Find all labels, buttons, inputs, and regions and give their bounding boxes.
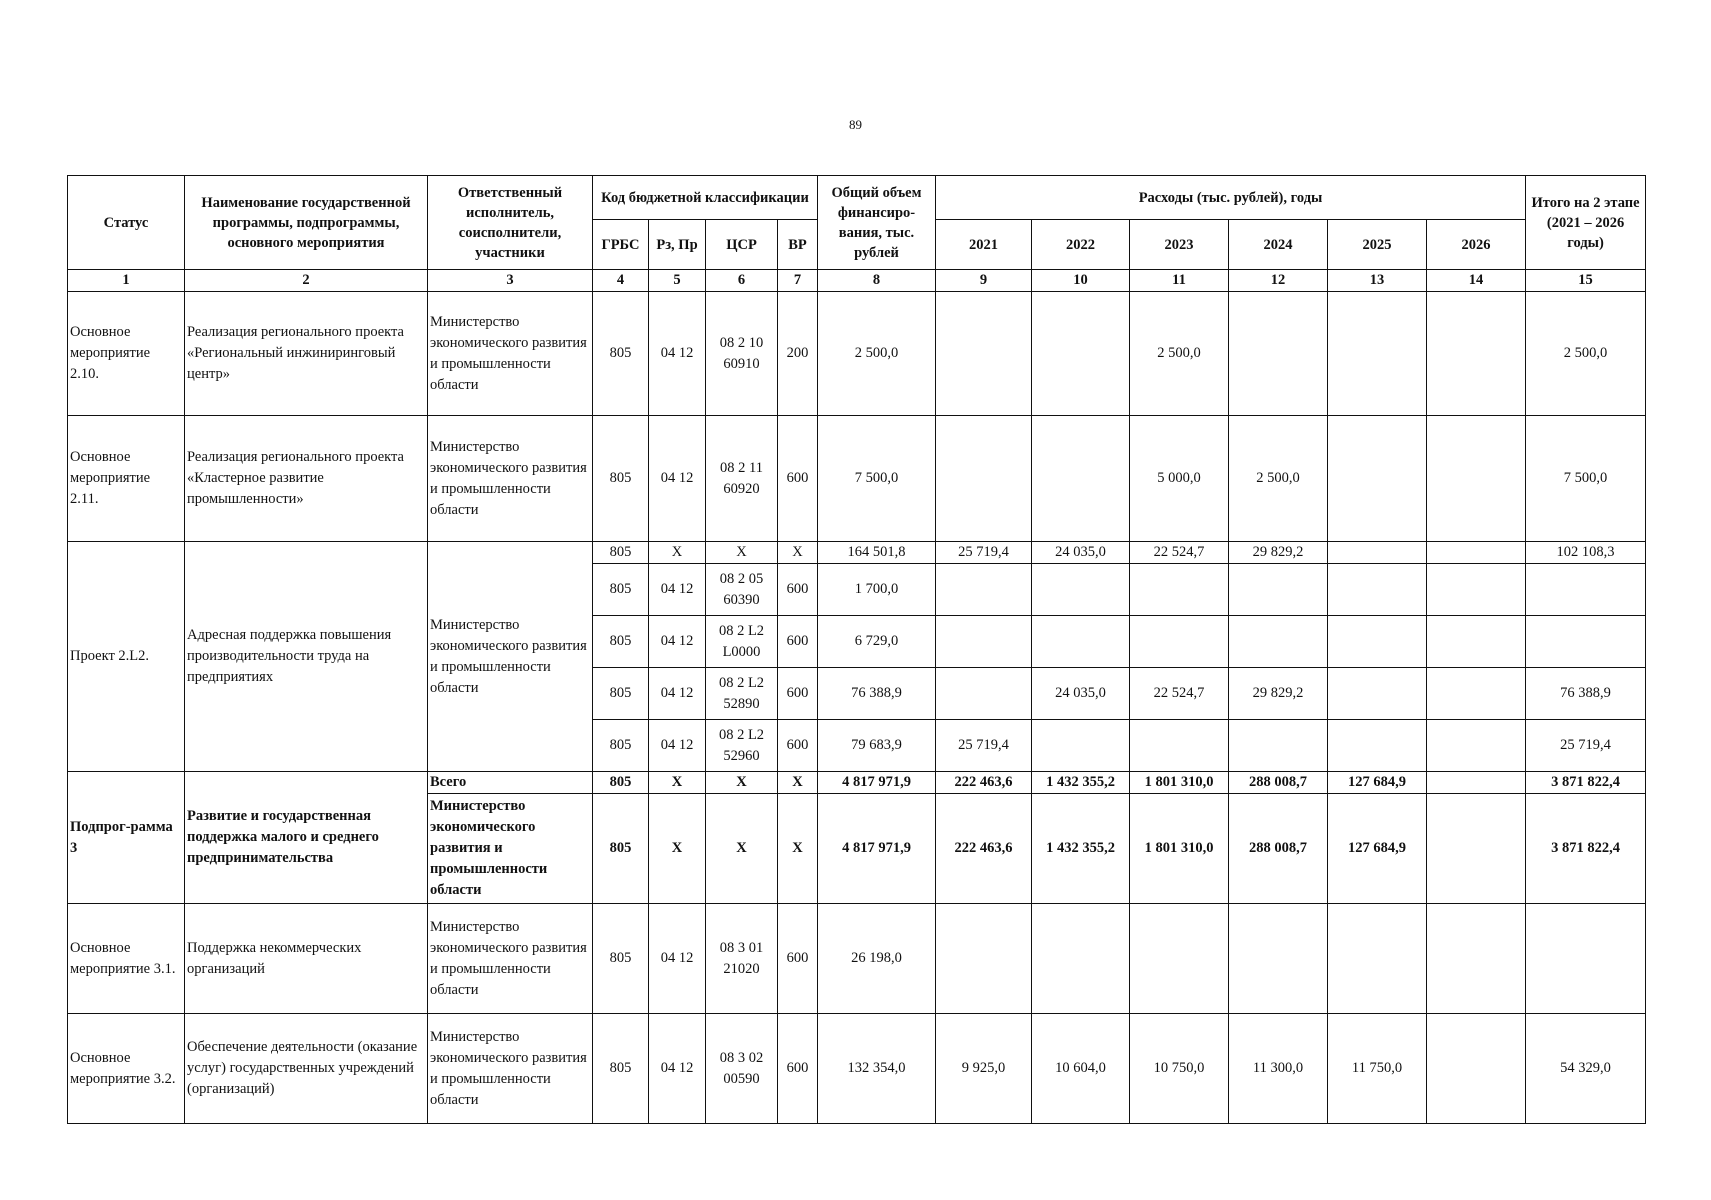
y2026-cell [1427, 1014, 1526, 1124]
y2021-cell: 9 925,0 [936, 1014, 1032, 1124]
col-number: 5 [649, 270, 706, 292]
csr-cell: 08 2 10 60910 [706, 292, 778, 416]
name-cell: Реализация регионального проекта «Региональный инжиниринговый центр» [185, 292, 428, 416]
y2026-cell [1427, 292, 1526, 416]
status-cell: Проект 2.L2. [68, 542, 185, 772]
header-stage-total: Итого на 2 этапе (2021 – 2026 годы) [1526, 176, 1646, 270]
col-number: 4 [593, 270, 649, 292]
csr-cell: 08 3 01 21020 [706, 904, 778, 1014]
y2026-cell [1427, 720, 1526, 772]
y2021-cell: 25 719,4 [936, 542, 1032, 564]
total-cell: 79 683,9 [818, 720, 936, 772]
vr-cell: 600 [778, 1014, 818, 1124]
y2022-cell [1032, 904, 1130, 1014]
table-row [68, 1014, 1646, 1124]
stage-total-cell [1526, 616, 1646, 668]
stage-total-cell: 3 871 822,4 [1526, 772, 1646, 794]
vr-cell: X [778, 794, 818, 904]
name-cell: Адресная поддержка повышения производительности труда на предприятиях [185, 542, 428, 772]
total-cell: 26 198,0 [818, 904, 936, 1014]
header-vr: ВР [778, 220, 818, 270]
executor-cell: Министерство экономического развития и промышленности области [428, 542, 593, 772]
y2023-cell: 22 524,7 [1130, 542, 1229, 564]
executor-cell: Министерство экономического развития и промышленности области [428, 292, 593, 416]
vr-cell: 600 [778, 416, 818, 542]
col-number: 9 [936, 270, 1032, 292]
csr-cell: X [706, 794, 778, 904]
header-2026: 2026 [1427, 220, 1526, 270]
y2024-cell [1229, 616, 1328, 668]
rzpr-cell: X [649, 772, 706, 794]
stage-total-cell: 3 871 822,4 [1526, 794, 1646, 904]
y2026-cell [1427, 564, 1526, 616]
y2024-cell: 288 008,7 [1229, 794, 1328, 904]
status-cell: Основное мероприятие 2.11. [68, 416, 185, 542]
total-cell: 4 817 971,9 [818, 772, 936, 794]
y2024-cell [1229, 564, 1328, 616]
total-cell: 1 700,0 [818, 564, 936, 616]
y2022-cell: 10 604,0 [1032, 1014, 1130, 1124]
grbs-cell: 805 [593, 542, 649, 564]
y2025-cell [1328, 720, 1427, 772]
table-row [68, 542, 1646, 564]
col-number: 6 [706, 270, 778, 292]
header-2021: 2021 [936, 220, 1032, 270]
col-number: 10 [1032, 270, 1130, 292]
y2023-cell [1130, 564, 1229, 616]
y2026-cell [1427, 772, 1526, 794]
y2021-cell [936, 904, 1032, 1014]
status-cell: Основное мероприятие 3.1. [68, 904, 185, 1014]
header-expenses: Расходы (тыс. рублей), годы [936, 176, 1526, 220]
stage-total-cell [1526, 564, 1646, 616]
header-total: Общий объем финансиро-вания, тыс. рублей [818, 176, 936, 270]
y2024-cell [1229, 904, 1328, 1014]
y2023-cell: 1 801 310,0 [1130, 794, 1229, 904]
csr-cell: X [706, 542, 778, 564]
y2021-cell [936, 292, 1032, 416]
column-number-row [68, 270, 1646, 292]
total-cell: 76 388,9 [818, 668, 936, 720]
col-number: 13 [1328, 270, 1427, 292]
y2023-cell [1130, 720, 1229, 772]
status-cell: Основное мероприятие 2.10. [68, 292, 185, 416]
y2022-cell [1032, 564, 1130, 616]
rzpr-cell: X [649, 794, 706, 904]
vr-cell: X [778, 542, 818, 564]
csr-cell: 08 3 02 00590 [706, 1014, 778, 1124]
y2021-cell: 25 719,4 [936, 720, 1032, 772]
total-cell: 2 500,0 [818, 292, 936, 416]
y2026-cell [1427, 668, 1526, 720]
grbs-cell: 805 [593, 668, 649, 720]
y2024-cell: 29 829,2 [1229, 668, 1328, 720]
y2022-cell: 1 432 355,2 [1032, 794, 1130, 904]
y2022-cell: 24 035,0 [1032, 668, 1130, 720]
vr-cell: 600 [778, 668, 818, 720]
rzpr-cell: 04 12 [649, 616, 706, 668]
grbs-cell: 805 [593, 772, 649, 794]
stage-total-cell [1526, 904, 1646, 1014]
rzpr-cell: 04 12 [649, 668, 706, 720]
col-number: 1 [68, 270, 185, 292]
table-row [68, 772, 1646, 794]
rzpr-cell: 04 12 [649, 292, 706, 416]
y2023-cell [1130, 616, 1229, 668]
y2024-cell [1229, 292, 1328, 416]
executor-cell: Министерство экономического развития и промышленности области [428, 1014, 593, 1124]
stage-total-cell: 25 719,4 [1526, 720, 1646, 772]
csr-cell: X [706, 772, 778, 794]
y2022-cell: 24 035,0 [1032, 542, 1130, 564]
vr-cell: 600 [778, 720, 818, 772]
y2026-cell [1427, 904, 1526, 1014]
name-cell: Развитие и государственная поддержка малого и среднего предпринимательства [185, 772, 428, 904]
y2024-cell: 11 300,0 [1229, 1014, 1328, 1124]
rzpr-cell: 04 12 [649, 416, 706, 542]
y2021-cell [936, 416, 1032, 542]
y2024-cell: 2 500,0 [1229, 416, 1328, 542]
vr-cell: 600 [778, 904, 818, 1014]
grbs-cell: 805 [593, 564, 649, 616]
total-cell: 4 817 971,9 [818, 794, 936, 904]
stage-total-cell: 76 388,9 [1526, 668, 1646, 720]
csr-cell: 08 2 L2 52890 [706, 668, 778, 720]
rzpr-cell: X [649, 542, 706, 564]
y2021-cell [936, 668, 1032, 720]
vr-cell: 200 [778, 292, 818, 416]
col-number: 3 [428, 270, 593, 292]
vr-cell: X [778, 772, 818, 794]
col-number: 2 [185, 270, 428, 292]
y2025-cell: 11 750,0 [1328, 1014, 1427, 1124]
y2022-cell: 1 432 355,2 [1032, 772, 1130, 794]
y2024-cell: 29 829,2 [1229, 542, 1328, 564]
y2025-cell [1328, 564, 1427, 616]
y2026-cell [1427, 416, 1526, 542]
stage-total-cell: 102 108,3 [1526, 542, 1646, 564]
y2022-cell [1032, 616, 1130, 668]
rzpr-cell: 04 12 [649, 1014, 706, 1124]
grbs-cell: 805 [593, 292, 649, 416]
total-cell: 7 500,0 [818, 416, 936, 542]
executor-cell: Всего [428, 772, 593, 794]
y2024-cell [1229, 720, 1328, 772]
grbs-cell: 805 [593, 616, 649, 668]
budget-table [67, 175, 1646, 1124]
executor-cell: Министерство экономического развития и промышленности области [428, 794, 593, 904]
csr-cell: 08 2 L2 52960 [706, 720, 778, 772]
col-number: 8 [818, 270, 936, 292]
y2021-cell: 222 463,6 [936, 772, 1032, 794]
header-2024: 2024 [1229, 220, 1328, 270]
y2022-cell [1032, 416, 1130, 542]
y2023-cell: 2 500,0 [1130, 292, 1229, 416]
csr-cell: 08 2 L2 L0000 [706, 616, 778, 668]
header-2023: 2023 [1130, 220, 1229, 270]
y2025-cell: 127 684,9 [1328, 772, 1427, 794]
y2026-cell [1427, 794, 1526, 904]
y2023-cell: 1 801 310,0 [1130, 772, 1229, 794]
header-csr: ЦСР [706, 220, 778, 270]
table-row [68, 416, 1646, 542]
executor-cell: Министерство экономического развития и промышленности области [428, 904, 593, 1014]
total-cell: 132 354,0 [818, 1014, 936, 1124]
y2023-cell: 5 000,0 [1130, 416, 1229, 542]
header-rzpr: Рз, Пр [649, 220, 706, 270]
header-2025: 2025 [1328, 220, 1427, 270]
table-row [68, 904, 1646, 1014]
name-cell: Обеспечение деятельности (оказание услуг) государственных учреждений (организаций) [185, 1014, 428, 1124]
col-number: 15 [1526, 270, 1646, 292]
header-name: Наименование государственной программы, подпрограммы, основного мероприятия [185, 176, 428, 270]
y2025-cell [1328, 904, 1427, 1014]
col-number: 11 [1130, 270, 1229, 292]
stage-total-cell: 7 500,0 [1526, 416, 1646, 542]
grbs-cell: 805 [593, 794, 649, 904]
y2021-cell [936, 564, 1032, 616]
y2021-cell [936, 616, 1032, 668]
rzpr-cell: 04 12 [649, 564, 706, 616]
y2025-cell [1328, 668, 1427, 720]
grbs-cell: 805 [593, 720, 649, 772]
status-cell: Подпрог-рамма 3 [68, 772, 185, 904]
csr-cell: 08 2 11 60920 [706, 416, 778, 542]
header-grbs: ГРБС [593, 220, 649, 270]
name-cell: Реализация регионального проекта «Кластерное развитие промышленности» [185, 416, 428, 542]
rzpr-cell: 04 12 [649, 904, 706, 1014]
header-status: Статус [68, 176, 185, 270]
grbs-cell: 805 [593, 904, 649, 1014]
y2025-cell [1328, 542, 1427, 564]
col-number: 14 [1427, 270, 1526, 292]
executor-cell: Министерство экономического развития и промышленности области [428, 416, 593, 542]
header-budget-code: Код бюджетной классификации [593, 176, 818, 220]
y2024-cell: 288 008,7 [1229, 772, 1328, 794]
page-number: 89 [849, 117, 862, 132]
header-2022: 2022 [1032, 220, 1130, 270]
total-cell: 6 729,0 [818, 616, 936, 668]
status-cell: Основное мероприятие 3.2. [68, 1014, 185, 1124]
y2023-cell: 10 750,0 [1130, 1014, 1229, 1124]
y2023-cell [1130, 904, 1229, 1014]
y2022-cell [1032, 292, 1130, 416]
y2026-cell [1427, 542, 1526, 564]
y2021-cell: 222 463,6 [936, 794, 1032, 904]
csr-cell: 08 2 05 60390 [706, 564, 778, 616]
total-cell: 164 501,8 [818, 542, 936, 564]
name-cell: Поддержка некоммерческих организаций [185, 904, 428, 1014]
vr-cell: 600 [778, 616, 818, 668]
y2026-cell [1427, 616, 1526, 668]
rzpr-cell: 04 12 [649, 720, 706, 772]
header-executor: Ответственный исполнитель, соисполнители, участники [428, 176, 593, 270]
table-row [68, 292, 1646, 416]
stage-total-cell: 2 500,0 [1526, 292, 1646, 416]
grbs-cell: 805 [593, 416, 649, 542]
y2025-cell [1328, 292, 1427, 416]
col-number: 7 [778, 270, 818, 292]
vr-cell: 600 [778, 564, 818, 616]
y2025-cell [1328, 616, 1427, 668]
y2023-cell: 22 524,7 [1130, 668, 1229, 720]
y2025-cell: 127 684,9 [1328, 794, 1427, 904]
col-number: 12 [1229, 270, 1328, 292]
grbs-cell: 805 [593, 1014, 649, 1124]
stage-total-cell: 54 329,0 [1526, 1014, 1646, 1124]
y2025-cell [1328, 416, 1427, 542]
y2022-cell [1032, 720, 1130, 772]
